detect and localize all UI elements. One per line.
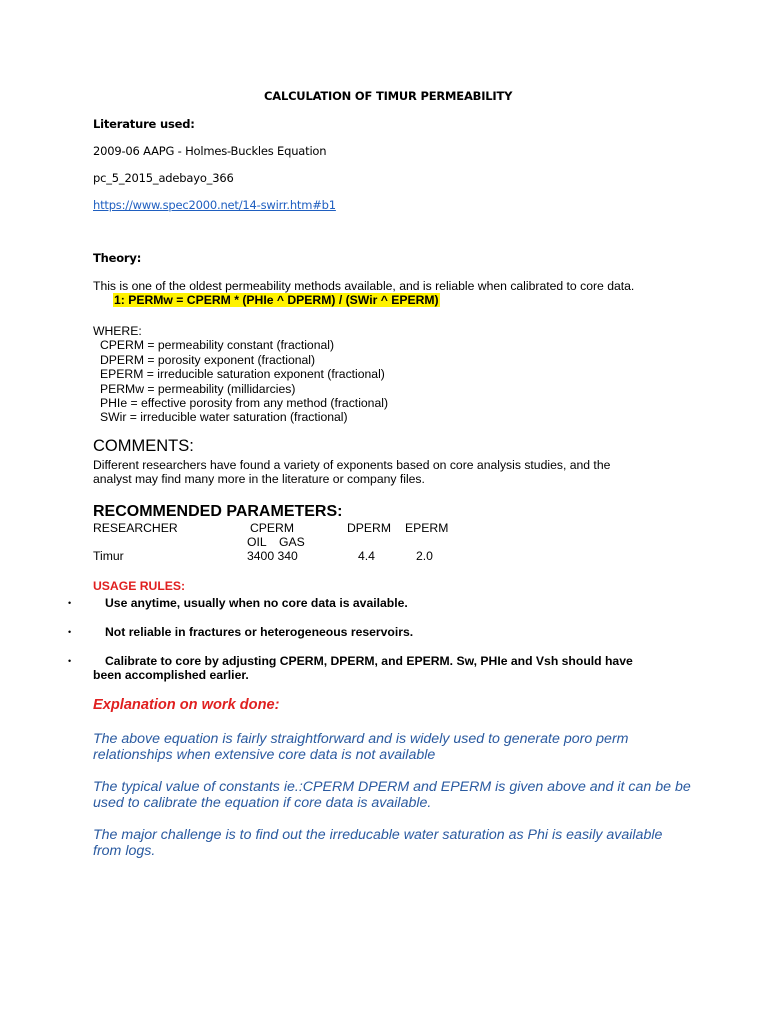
subheader-oil: OIL [247,535,267,549]
explanation-paragraph: The above equation is fairly straightforward and is widely used to generate poro perm relationships when extensive core data is not available [93,731,629,763]
comments-line: Different researchers have found a variety of exponents based on core analysis studies, and the [93,458,611,472]
literature-heading: Literature used: [93,117,195,131]
where-block [93,324,388,425]
where-item: PHIe = effective porosity from any method (fractional) [100,396,389,411]
where-item: SWir = irreducible water saturation (fractional) [100,410,348,425]
bullet-icon: • [68,598,72,608]
explanation-paragraph: The typical value of constants ie.:CPERM DPERM and EPERM is given above and it can be be used to calibrate the equation if core data is available. [93,779,691,811]
comments-line: analyst may find many more in the literature or company files. [93,472,425,487]
comments-body [93,458,610,487]
where-item: PERMw = permeability (millidarcies) [100,381,296,396]
explanation-heading: Explanation on work done: [93,697,280,713]
where-label: WHERE: [93,324,142,338]
usage-heading: USAGE RULES: [93,579,186,593]
usage-rule-continuation: been accomplished earlier. [93,668,249,682]
parameters-heading: RECOMMENDED PARAMETERS: [93,503,343,520]
header-cperm: CPERM [250,521,295,535]
explanation-paragraph: The major challenge is to find out the irreducable water saturation as Phi is easily available from logs. [93,827,663,859]
subheader-gas: GAS [279,535,305,549]
literature-ref: pc_5_2015_adebayo_366 [93,171,234,185]
cell-cperm: 3400 340 [247,549,298,563]
comments-heading: COMMENTS: [93,437,194,455]
usage-rule: Use anytime, usually when no core data is available. [105,596,408,610]
parameters-table [0,521,768,571]
usage-rule: Not reliable in fractures or heterogeneous reservoirs. [105,625,414,639]
bullet-icon: • [68,627,72,637]
cell-eperm: 2.0 [416,549,433,563]
equation-highlight: 1: PERMw = CPERM * (PHIe ^ DPERM) / (SWir ^ EPERM) [114,293,439,307]
reference-link[interactable]: https://www.spec2000.net/14-swirr.htm#b1 [93,198,336,212]
where-item: EPERM = irreducible saturation exponent (fractional) [100,367,385,382]
cell-researcher: Timur [93,549,124,563]
header-researcher: RESEARCHER [93,521,178,535]
usage-rule: Calibrate to core by adjusting CPERM, DPERM, and EPERM. Sw, PHIe and Vsh should have [105,654,633,668]
theory-heading: Theory: [93,251,142,265]
literature-ref: 2009-06 AAPG - Holmes-Buckles Equation [93,144,327,158]
where-item: CPERM = permeability constant (fractional) [100,338,335,353]
page-title: CALCULATION OF TIMUR PERMEABILITY [264,89,513,103]
header-dperm: DPERM [347,521,392,535]
where-item: DPERM = porosity exponent (fractional) [100,352,316,367]
theory-intro: This is one of the oldest permeability methods available, and is reliable when calibrated to core data. [93,279,635,293]
bullet-icon: • [68,656,72,666]
cell-dperm: 4.4 [358,549,375,563]
header-eperm: EPERM [405,521,449,535]
